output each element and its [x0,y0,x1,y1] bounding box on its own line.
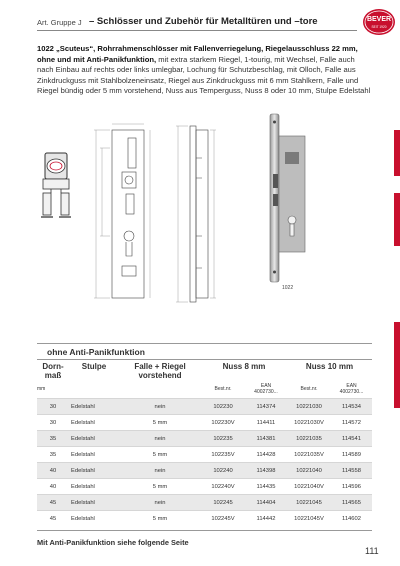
cell-stulpe: Edelstahl [69,495,119,511]
cell-stulpe: Edelstahl [71,419,95,426]
cell-dorn: 35 [37,431,69,447]
cell-falle: 5 mm [152,451,168,458]
col-header-falle: Falle + Riegel vorstehend [134,362,186,380]
table-row [37,479,372,495]
cell-n8-ean: 114381 [245,431,287,447]
cell-falle: 5 mm [152,483,168,490]
description-body: mit extra starkem Riegel, 1-tourig, mit Wechsel, Falle auch nach Einbau auf rechts oder links umlegbar, Lochung für Schutzbeschlag, mit Olloch, Falle aus Zinkdruckguss mit Stahlbolzeneinsatz, Riegel aus Zinkdruckguss mit 6 mm Stahlkern, Falle und Riegel bündig oder 5 mm vorstehend, Nuss aus Temperguss, Nuss 8 oder 10 mm, Stulpe Edelstahl [37,54,371,95]
cell-n8-ean: 114428 [256,451,276,458]
cell-n8-bestnr: 102230 [201,399,245,415]
table-row [37,431,372,447]
col-header-dornmass: Dorn- maß [42,362,64,380]
cell-stulpe: Edelstahl [69,399,119,415]
cell-n10-bestnr: 10221040V [294,483,324,490]
cell-dorn: 30 [49,419,57,426]
cell-stulpe: Edelstahl [71,451,95,458]
cell-n10-ean: 114572 [342,419,361,426]
cell-falle: nein [119,495,201,511]
cell-falle: nein [119,463,201,479]
table-row [37,399,372,415]
logo-subline: SEIT 1920 [371,25,387,29]
cell-dorn: 40 [37,463,69,479]
subheader-bestnr: Best.nr. [214,386,232,392]
cell-n8-bestnr: 102245 [201,495,245,511]
lock-side-view-drawing [172,118,220,308]
cell-n8-bestnr: 102235 [201,431,245,447]
cell-stulpe: Edelstahl [71,483,95,490]
cell-n8-bestnr: 102240 [201,463,245,479]
cell-dorn: 45 [49,515,57,522]
cell-falle: nein [119,431,201,447]
table-row [37,415,372,431]
cell-n10-ean: 114534 [331,399,372,415]
cell-falle: nein [119,399,201,415]
cell-n10-ean: 114565 [331,495,372,511]
section-title: ohne Anti-Panikfunktion [47,347,145,357]
header-rule [37,30,357,31]
cell-n10-ean: 114589 [342,451,361,458]
page-number: 111 [365,546,379,556]
bever-logo [362,8,396,36]
cell-n10-bestnr: 10221040 [287,463,331,479]
cell-dorn: 30 [37,399,69,415]
footer-note: Mit Anti-Panikfunktion siehe folgende Seite [37,538,189,547]
table-row [37,511,372,527]
table-subheader-row [37,380,372,399]
cell-n10-bestnr: 10221030 [287,399,331,415]
side-tab-marker [394,130,400,176]
cell-stulpe: Edelstahl [69,463,119,479]
section-rule [37,359,372,360]
cell-n8-ean: 114442 [256,515,276,522]
cell-n10-ean: 114596 [342,483,361,490]
cell-falle: 5 mm [152,515,168,522]
cell-n8-ean: 114404 [245,495,287,511]
lock-front-view-drawing [88,118,160,308]
cell-n10-bestnr: 10221045V [294,515,324,522]
cell-n8-bestnr: 102230V [211,419,235,426]
unit-label: mm [37,386,46,392]
cell-n10-bestnr: 10221030V [294,419,324,426]
table-header-row [37,362,372,380]
cell-n10-bestnr: 10221045 [287,495,331,511]
cell-n8-bestnr: 102240V [211,483,235,490]
figure-caption: 1022 [282,285,294,291]
logo-brand: BEVER [366,16,392,23]
cell-dorn: 35 [49,451,57,458]
cell-n10-bestnr: 10221035 [287,431,331,447]
cell-n8-ean: 114374 [245,399,287,415]
cell-falle: 5 mm [152,419,168,426]
side-tab-marker [394,322,400,408]
cell-n8-bestnr: 102245V [211,515,235,522]
cell-n8-ean: 114435 [256,483,276,490]
cell-dorn: 45 [37,495,69,511]
subheader-ean: EAN 4002730... [254,383,278,395]
cell-n8-ean: 114411 [256,419,276,426]
col-header-nuss-8: Nuss 8 mm [222,362,266,371]
cell-stulpe: Edelstahl [69,431,119,447]
article-table [37,362,372,526]
page-header [37,12,357,30]
table-row [37,495,372,511]
cell-n10-ean: 114602 [342,515,361,522]
table-row [37,463,372,479]
cell-n8-ean: 114398 [245,463,287,479]
page-title: – Schlösser und Zubehör für Metalltüren und –tore [89,16,318,27]
subheader-ean: EAN 4002730... [339,383,364,395]
cell-dorn: 40 [49,483,57,490]
cell-stulpe: Edelstahl [71,515,95,522]
cell-n8-bestnr: 102235V [211,451,235,458]
side-tab-marker [394,193,400,246]
lock-case-icon [37,147,75,227]
col-header-stulpe: Stulpe [81,362,107,371]
description-lead: 1022 „Scuteus“, Rohrrahmenschlösser mit Fallenverriegelung, Riegelausschluss 22 mm, ohne und mit Anti-Panikfunktion, [37,44,358,64]
table-bottom-rule [37,530,372,531]
section-rule [37,343,372,344]
article-group-label: Art. Gruppe J [37,18,82,27]
col-header-nuss-10: Nuss 10 mm [305,362,354,371]
cell-n10-bestnr: 10221035V [294,451,324,458]
product-description [37,44,372,97]
cell-n10-ean: 114558 [331,463,372,479]
cell-n10-ean: 114541 [331,431,372,447]
subheader-bestnr: Best.nr. [300,386,318,392]
lock-product-image [262,112,318,284]
table-row [37,447,372,463]
